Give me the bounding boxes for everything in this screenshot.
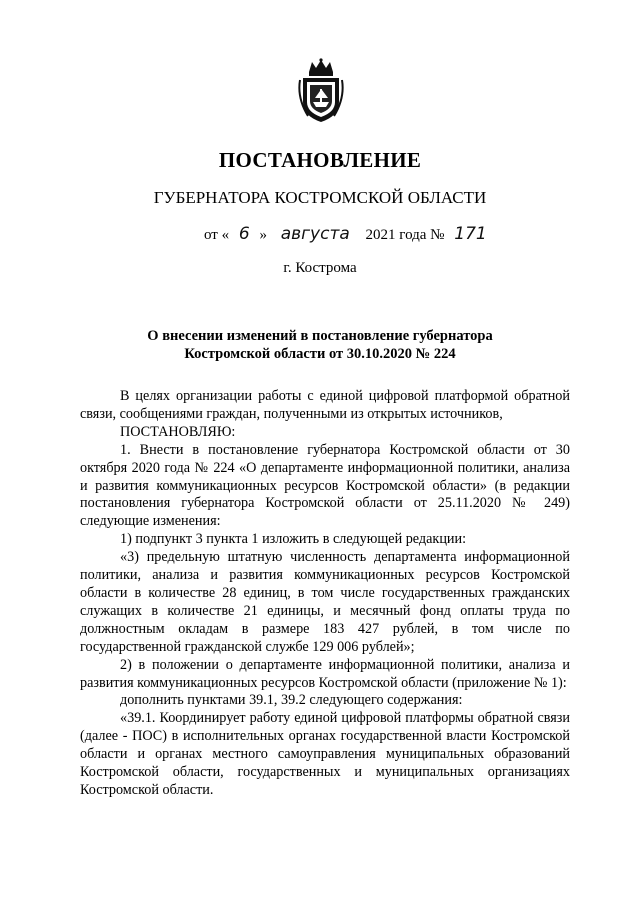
paragraph-subitem-2: 2) в положении о департаменте информационной политики, анализа и развития коммуникационных ресурсов Костромской области (приложение № 1): [80,656,570,691]
date-year: 2021 года № [365,227,445,243]
subject-line-1: О внесении изменений в постановление губернатора [147,328,493,344]
paragraph-quote-3: «3) предельную штатную численность департамента информационной политики, анализа и развития коммуникационных ресурсов Костромской области в количестве 28 единиц, в том числе государственных гражданских служащих в количестве 21 единицы, и месячный фонд оплаты труда по должностным окладам в размере 183 427 рублей, в том числе по государственной гражданской службе 129 006 рублей»; [80,549,570,655]
date-line [204,224,524,250]
document-subject [0,327,640,363]
document-body [80,388,570,800]
date-month: августа [280,224,350,244]
paragraph-supplement: дополнить пунктами 39.1, 39.2 следующего содержания: [120,692,463,709]
paragraph-resolve: ПОСТАНОВЛЯЮ: [120,423,236,440]
date-separator: » [259,227,267,243]
paragraph-item-1: 1. Внести в постановление губернатора Костромской области от 30 октября 2020 года № 224 «О департаменте информационной политики, анализа и развития коммуникационных ресурсов Костромской области» (в редакции постановления губернатора Костромской области от 25.11.2020 № 249) следующие изменения: [80,441,570,530]
issuer-title: ГУБЕРНАТОРА КОСТРОМСКОЙ ОБЛАСТИ [153,188,487,207]
document-title: ПОСТАНОВЛЕНИЕ [218,148,422,172]
city: г. Кострома [283,260,357,276]
date-prefix: от « [204,227,230,243]
date-day: 6 [238,224,250,244]
paragraph-quote-39-1: «39.1. Координирует работу единой цифровой платформы обратной связи (далее - ПОС) в исполнительных органах государственной власти Костромской области и органах местного самоуправления муниципальных образований Костромской области, государственных и муниципальных организациях Костромской области. [80,710,570,798]
paragraph-subitem-1: 1) подпункт 3 пункта 1 изложить в следующей редакции: [120,531,467,548]
coat-of-arms-icon [296,58,346,124]
document-number: 171 [454,224,487,244]
subject-line-2: Костромской области от 30.10.2020 № 224 [184,346,456,362]
paragraph-preamble: В целях организации работы с единой цифровой платформой обратной связи, сообщениями граждан, полученными из открытых источников, [80,388,570,422]
